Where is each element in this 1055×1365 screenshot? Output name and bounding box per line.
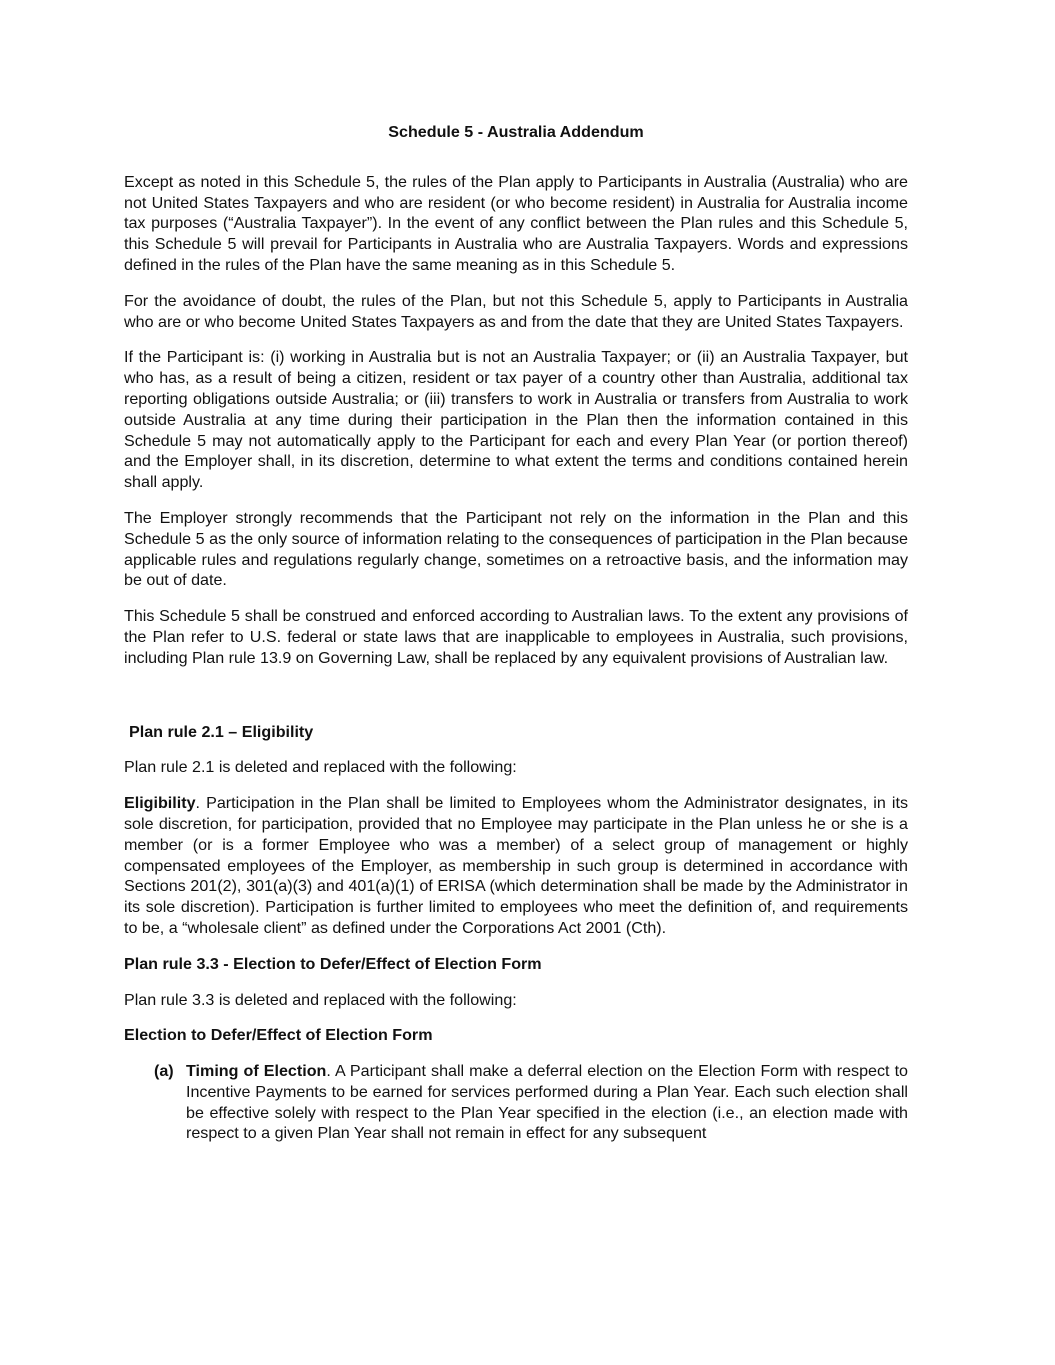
document-title: Schedule 5 - Australia Addendum: [388, 123, 644, 141]
list-item-a: [154, 1061, 908, 1144]
rule-2-1-heading: Plan rule 2.1 – Eligibility: [129, 722, 314, 741]
rule-3-3-subheading: Election to Defer/Effect of Election Form: [124, 1026, 433, 1045]
eligibility-body: . Participation in the Plan shall be limited to Employees whom the Administrator designates, in its sole discretion, for participation, provided that no Employee may participate in the Plan unless he or she is a member (or is a former Employee who was a member) of a select group of management or highly compensated employees of the Employer, as membership in such group is determined in accordance with Sections 201(2), 301(a)(3) and 401(a)(1) of ERISA (which determination shall be made by the Administrator in its sole discretion). Participation is further limited to employees who meet the definition of, and requirements to be, a “wholesale client” as defined under the Corporations Act 2001 (Cth).: [124, 794, 908, 937]
rule-2-1-replace-note: Plan rule 2.1 is deleted and replaced with the following:: [124, 758, 517, 777]
timing-of-election-body: . A Participant shall make a deferral election on the Election Form with respect to Incentive Payments to be earned for services performed during a Plan Year. Each such election shall be effective solely with respect to the Plan Year specified in the election (i.e., an election made with respect to a given Plan Year shall not remain in effect for any subsequent: [186, 1062, 909, 1143]
intro-paragraph-5: This Schedule 5 shall be construed and enforced according to Australian laws. To the extent any provisions of the Plan refer to U.S. federal or state laws that are inapplicable to employees in Australia, such provisions, including Plan rule 13.9 on Governing Law, shall be replaced by any equivalent provisions of Australian law.: [124, 607, 908, 667]
rule-2-1-eligibility-paragraph: [124, 793, 908, 939]
list-item-marker: (a): [154, 1062, 174, 1081]
intro-paragraph-2: For the avoidance of doubt, the rules of the Plan, but not this Schedule 5, apply to Participants in Australia who are or who become United States Taxpayers as and from the date that they are United States Taxpayers.: [124, 291, 908, 331]
section-spacer: [124, 684, 908, 722]
intro-paragraph-1: Except as noted in this Schedule 5, the rules of the Plan apply to Participants in Australia (Australia) who are not United States Taxpayers and who are resident (or who become resident) in Australia for Australia income tax purposes (“Australia Taxpayer”). In the event of any conflict between the Plan rules and this Schedule 5, this Schedule 5 will prevail for Participants in Australia who are Australia Taxpayers. Words and expressions defined in the rules of the Plan have the same meaning as in this Schedule 5.: [124, 172, 908, 274]
rule-3-3-heading: Plan rule 3.3 - Election to Defer/Effect of Election Form: [124, 954, 542, 973]
timing-of-election-term: Timing of Election: [186, 1062, 327, 1081]
intro-paragraph-3: If the Participant is: (i) working in Australia but is not an Australia Taxpayer; or (ii) an Australia Taxpayer, but who has, as a result of being a citizen, resident or tax payer of a country other than Australia, additional tax reporting obligations outside Australia; or (iii) transfers to work in Australia or transfers from Australia to work outside Australia at any time during their participation in the Plan then the information contained in this Schedule 5 may not automatically apply to the Participant for each and every Plan Year (or portion thereof) and the Employer shall, in its discretion, determine to what extent the terms and conditions contained herein shall apply.: [124, 348, 908, 492]
eligibility-term: Eligibility: [124, 794, 196, 813]
document-page: [124, 122, 908, 1144]
rule-3-3-replace-note: Plan rule 3.3 is deleted and replaced with the following:: [124, 990, 517, 1009]
intro-paragraph-4: The Employer strongly recommends that the Participant not rely on the information in the Plan and this Schedule 5 as the only source of information relating to the consequences of participation in the Plan because applicable rules and regulations regularly change, sometimes on a retroactive basis, and the information may be out of date.: [124, 508, 908, 590]
list-item-body: [186, 1061, 908, 1144]
